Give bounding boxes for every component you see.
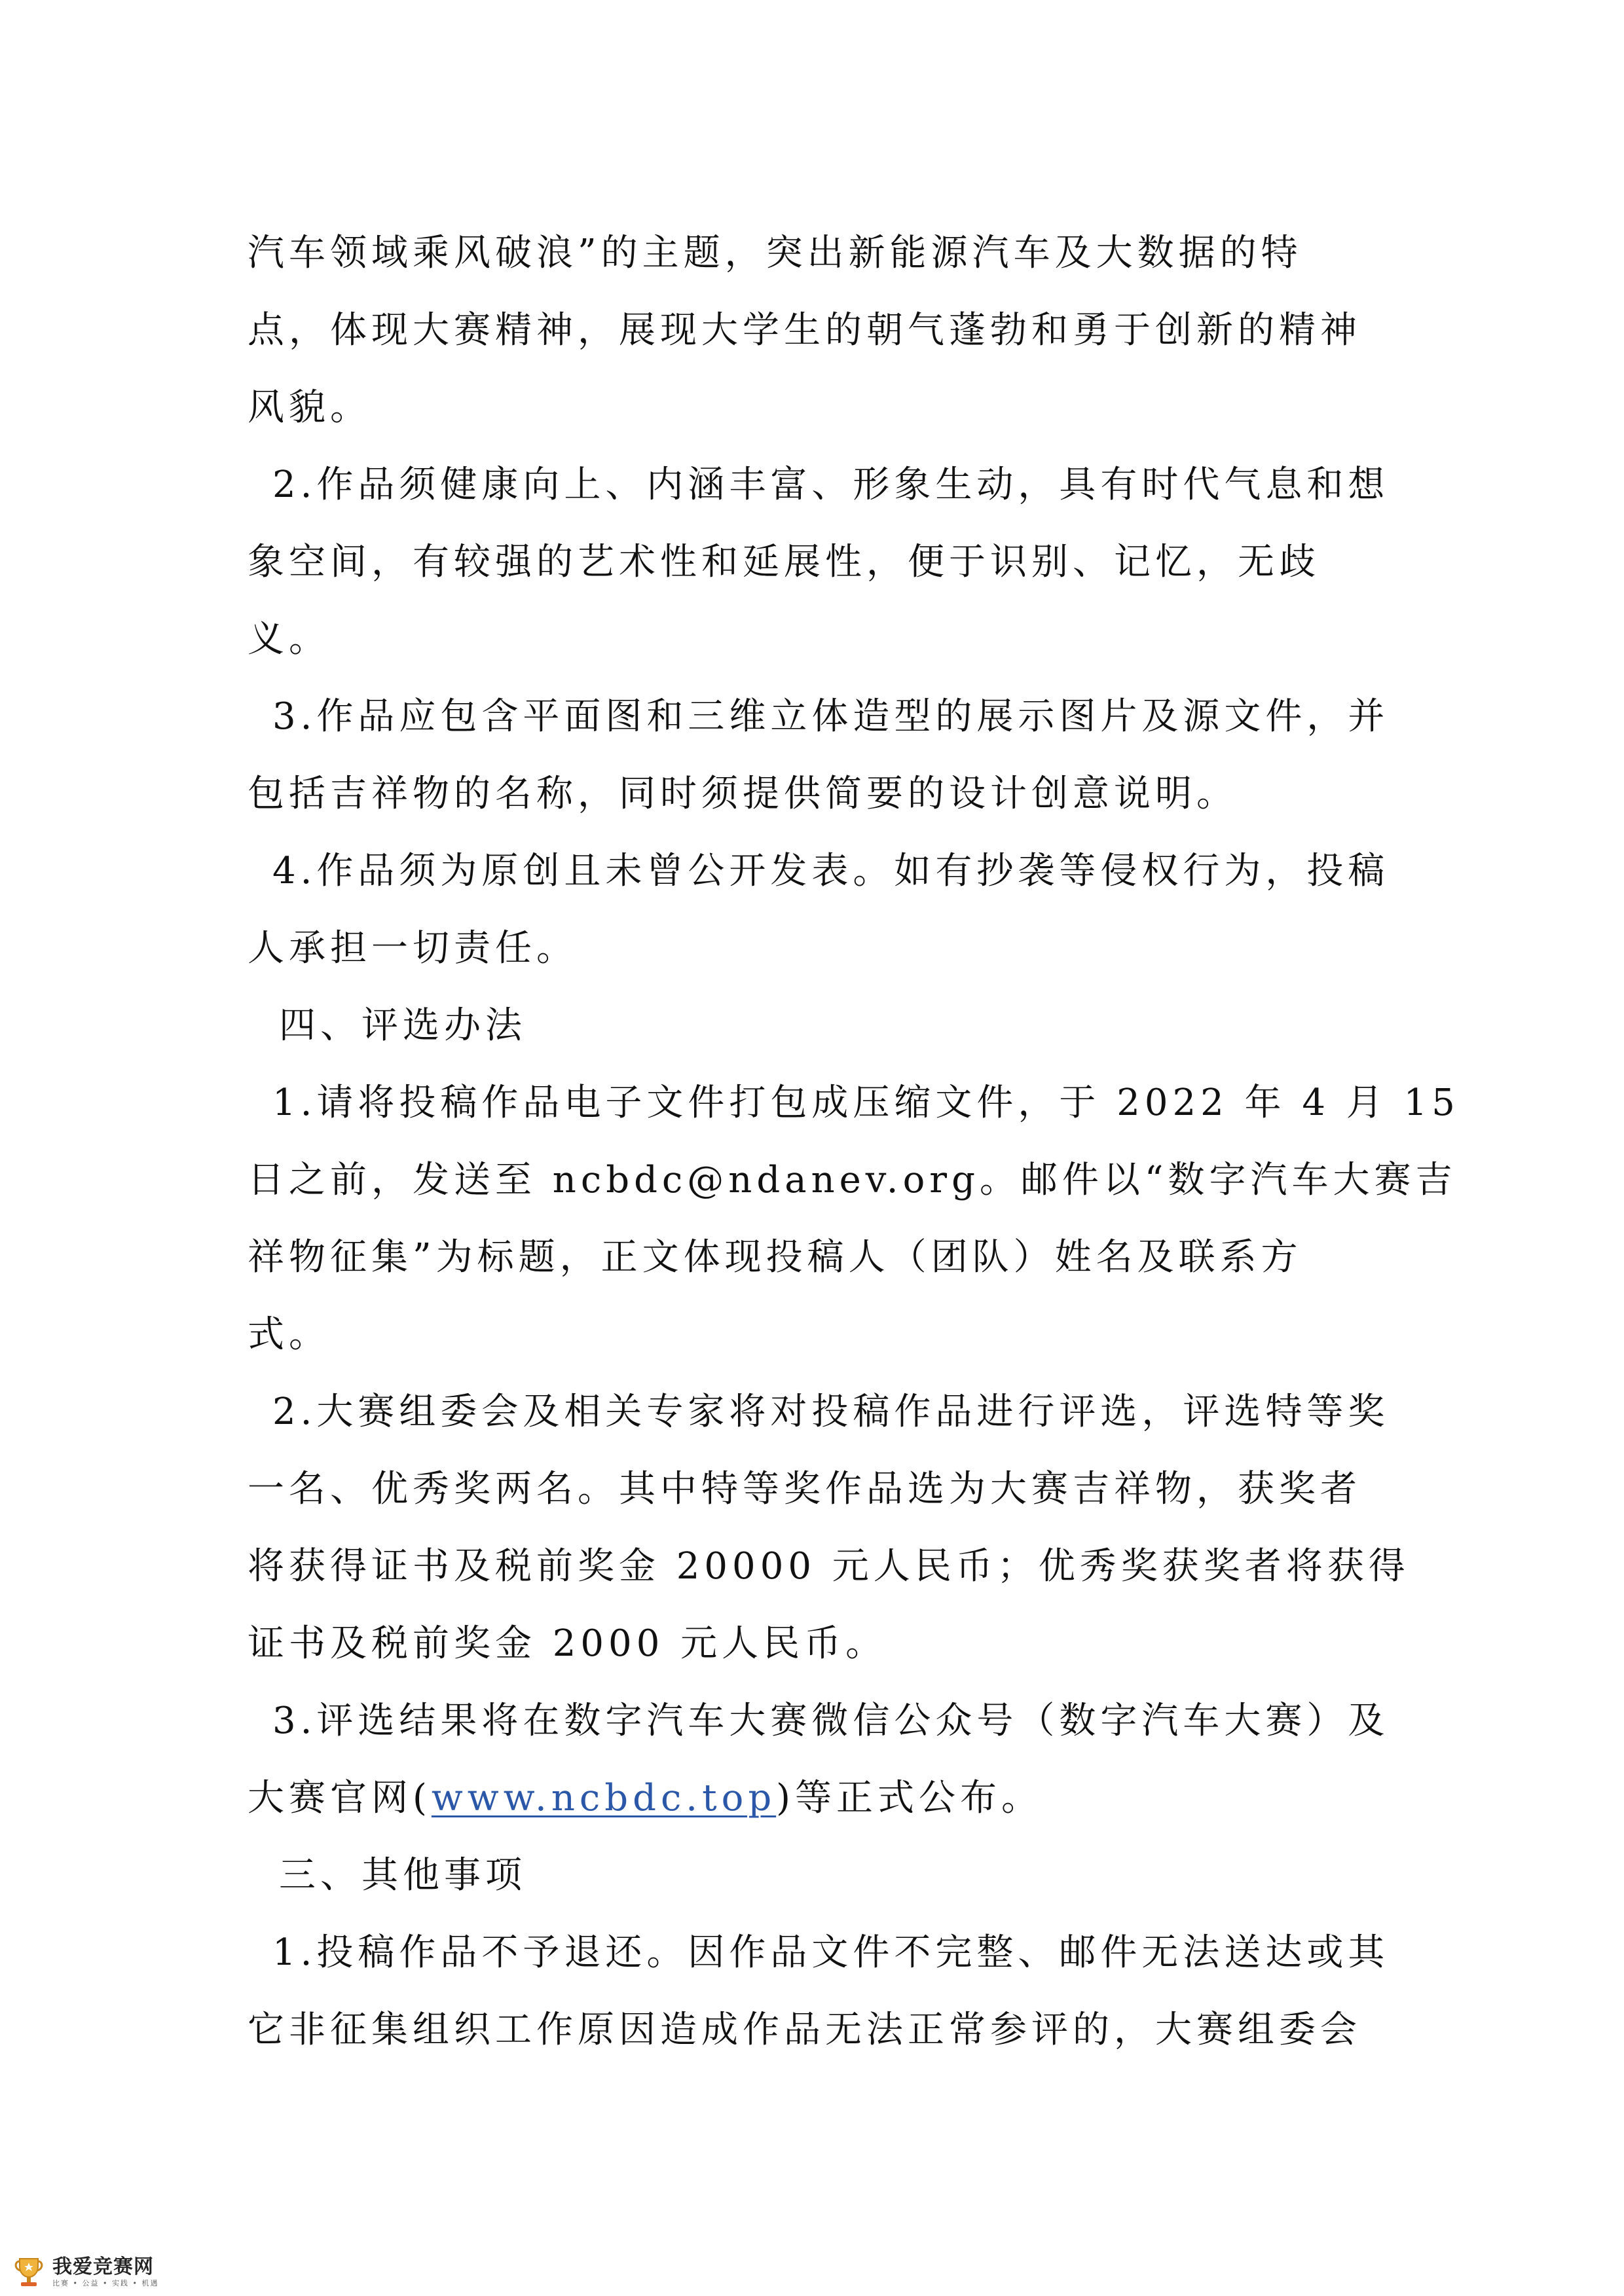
text-line: 包括吉祥物的名称，同时须提供简要的设计创意说明。 xyxy=(248,773,1238,815)
section-heading: 四、评选办法 xyxy=(279,1004,526,1047)
text-line xyxy=(248,1760,1407,1837)
text-line: 2.作品须健康向上、内涵丰富、形象生动，具有时代气息和想 xyxy=(272,464,1390,506)
text-segment: 大赛官网( xyxy=(248,1777,432,1819)
trophy-icon xyxy=(12,2255,46,2289)
website-link[interactable]: www.ncbdc.top xyxy=(431,1777,777,1819)
text-line: 它非征集组织工作原因造成作品无法正常参评的，大赛组委会 xyxy=(248,2009,1361,2051)
logo-title: 我爱竞赛网 xyxy=(52,2255,154,2278)
text-line: 义。 xyxy=(248,618,330,661)
text-line: 式。 xyxy=(248,1313,330,1356)
text-line: 证书及税前奖金 2000 元人民币。 xyxy=(248,1622,887,1665)
text-line: 将获得证书及税前奖金 20000 元人民币；优秀奖获奖者将获得 xyxy=(248,1545,1410,1588)
text-line: 3.评选结果将在数字汽车大赛微信公众号（数字汽车大赛）及 xyxy=(272,1700,1390,1742)
text-line: 祥物征集”为标题，正文体现投稿人（团队）姓名及联系方 xyxy=(248,1236,1302,1279)
text-line: 象空间，有较强的艺术性和延展性，便于识别、记忆，无歧 xyxy=(248,541,1320,583)
text-line: 3.作品应包含平面图和三维立体造型的展示图片及源文件，并 xyxy=(272,695,1390,738)
text-line: 风貌。 xyxy=(248,386,371,429)
text-line: 2.大赛组委会及相关专家将对投稿作品进行评选，评选特等奖 xyxy=(272,1391,1390,1433)
text-line: 点，体现大赛精神，展现大学生的朝气蓬勃和勇于创新的精神 xyxy=(248,309,1361,352)
document-body xyxy=(248,215,1460,2069)
site-logo[interactable] xyxy=(12,2252,158,2291)
logo-subtitle: 比赛 • 公益 • 实践 • 机遇 xyxy=(52,2278,159,2287)
text-line: 1.请将投稿作品电子文件打包成压缩文件，于 2022 年 4 月 15 xyxy=(272,1082,1460,1124)
text-line: 一名、优秀奖两名。其中特等奖作品选为大赛吉祥物，获奖者 xyxy=(248,1468,1361,1510)
text-segment: )等正式公布。 xyxy=(776,1777,1043,1819)
section-heading: 三、其他事项 xyxy=(279,1854,526,1897)
text-line: 1.投稿作品不予退还。因作品文件不完整、邮件无法送达或其 xyxy=(272,1931,1390,1974)
text-line: 人承担一切责任。 xyxy=(248,927,578,970)
text-line: 汽车领域乘风破浪”的主题，突出新能源汽车及大数据的特 xyxy=(248,232,1302,274)
text-line: 4.作品须为原创且未曾公开发表。如有抄袭等侵权行为，投稿 xyxy=(272,850,1390,892)
text-line: 日之前，发送至 ncbdc@ndanev.org。邮件以“数字汽车大赛吉 xyxy=(248,1159,1457,1201)
